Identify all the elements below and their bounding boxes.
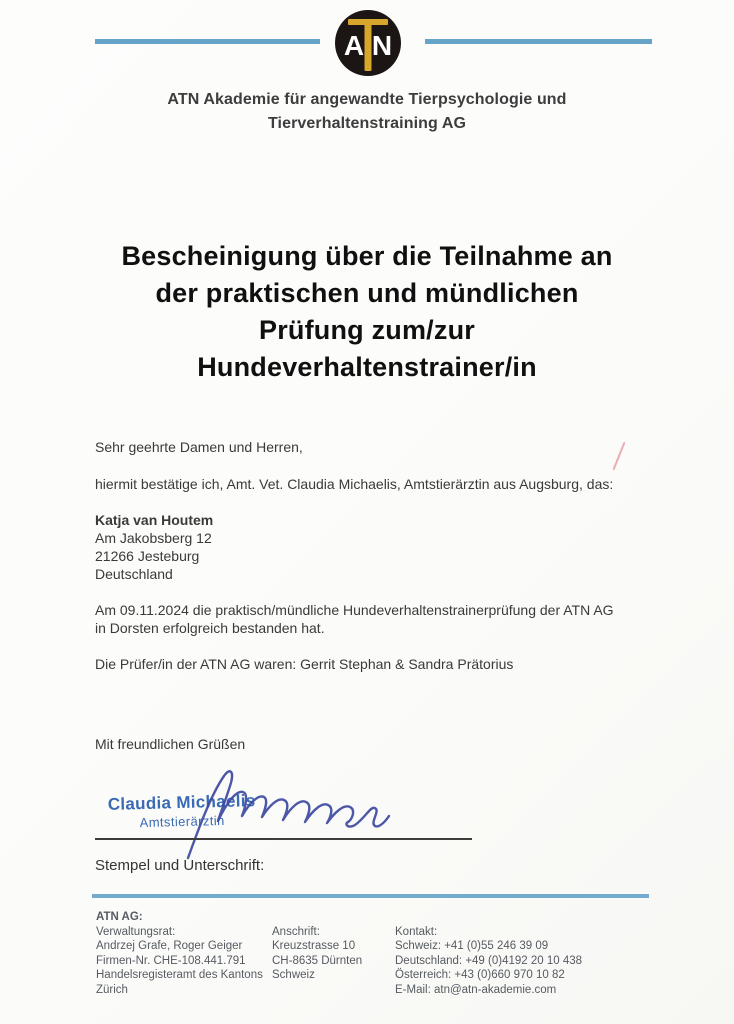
footer-column-board (96, 925, 272, 998)
recipient-country: Deutschland (95, 566, 173, 582)
recipient-name: Katja van Houtem (95, 512, 214, 528)
footer-column-address (272, 925, 395, 998)
footer-line: Anschrift: (272, 925, 320, 938)
footer-line: Schweiz: +41 (0)55 246 39 09 (395, 940, 549, 952)
statement-line2: in Dorsten erfolgreich bestanden hat. (95, 620, 325, 636)
closing-line: Mit freundlichen Grüßen (95, 736, 246, 752)
org-name-line2: Tierverhaltenstraining AG (267, 115, 467, 132)
footer-line: Schweiz (272, 969, 315, 981)
stamp-signature-caption: Stempel und Unterschrift: (95, 857, 265, 874)
salutation: Sehr geehrte Damen und Herren, (95, 439, 303, 455)
title-line2: der praktischen und mündlichen (155, 278, 579, 308)
organization-name (0, 88, 734, 136)
statement-line1: Am 09.11.2024 die praktisch/mündliche Hundeverhaltenstrainerprüfung der ATN AG (95, 602, 614, 618)
intro-paragraph: hiermit bestätige ich, Amt. Vet. Claudia Michaelis, Amtstierärztin aus Augsburg, das: (95, 476, 614, 492)
header-rule-right (425, 39, 652, 44)
footer-line: Andrzej Grafe, Roger Geiger (96, 940, 243, 952)
footer-line: CH-8635 Dürnten (272, 954, 363, 967)
recipient-address (95, 511, 654, 583)
footer-line: Kreuzstrasse 10 (272, 940, 356, 952)
footer-line: Kontakt: (395, 925, 438, 938)
title-line4: Hundeverhaltenstrainer/in (197, 352, 537, 382)
statement-paragraph (95, 601, 654, 637)
title-line1: Bescheinigung über die Teilnahme an (121, 241, 613, 271)
document-title (0, 238, 734, 386)
examiners-line: Die Prüfer/in der ATN AG waren: Gerrit Stephan & Sandra Prätorius (95, 656, 514, 672)
footer-company: ATN AG: (96, 911, 143, 923)
recipient-street: Am Jakobsberg 12 (95, 530, 212, 546)
handwritten-signature (168, 762, 418, 862)
footer-line: Firmen-Nr. CHE-108.441.791 (96, 954, 246, 967)
title-line3: Prüfung zum/zur (259, 315, 475, 345)
org-name-line1: ATN Akademie für angewandte Tierpsychologie und (167, 91, 567, 108)
stamp-title: Amtstierärztin (139, 812, 225, 831)
footer-line: Österreich: +43 (0)660 970 10 82 (395, 969, 565, 981)
footer-line: Deutschland: +49 (0)4192 20 10 438 (395, 954, 583, 967)
footer-line: Handelsregisteramt des Kantons (96, 969, 263, 981)
footer-column-contact (395, 925, 655, 998)
footer-line: Verwaltungsrat: (96, 925, 176, 938)
footer-divider (92, 894, 649, 898)
header-rule-left (95, 39, 320, 44)
stamp-name: Claudia Michaelis (107, 791, 256, 814)
logo-letter-n: N (371, 30, 393, 61)
atn-logo-icon (333, 8, 403, 78)
logo-letter-a: A (343, 30, 365, 61)
footer-line: E-Mail: atn@atn-akademie.com (395, 983, 557, 996)
footer-line: Zürich (96, 983, 128, 996)
footer (96, 910, 656, 997)
signature-line (95, 838, 472, 840)
recipient-city: 21266 Jesteburg (95, 548, 200, 564)
